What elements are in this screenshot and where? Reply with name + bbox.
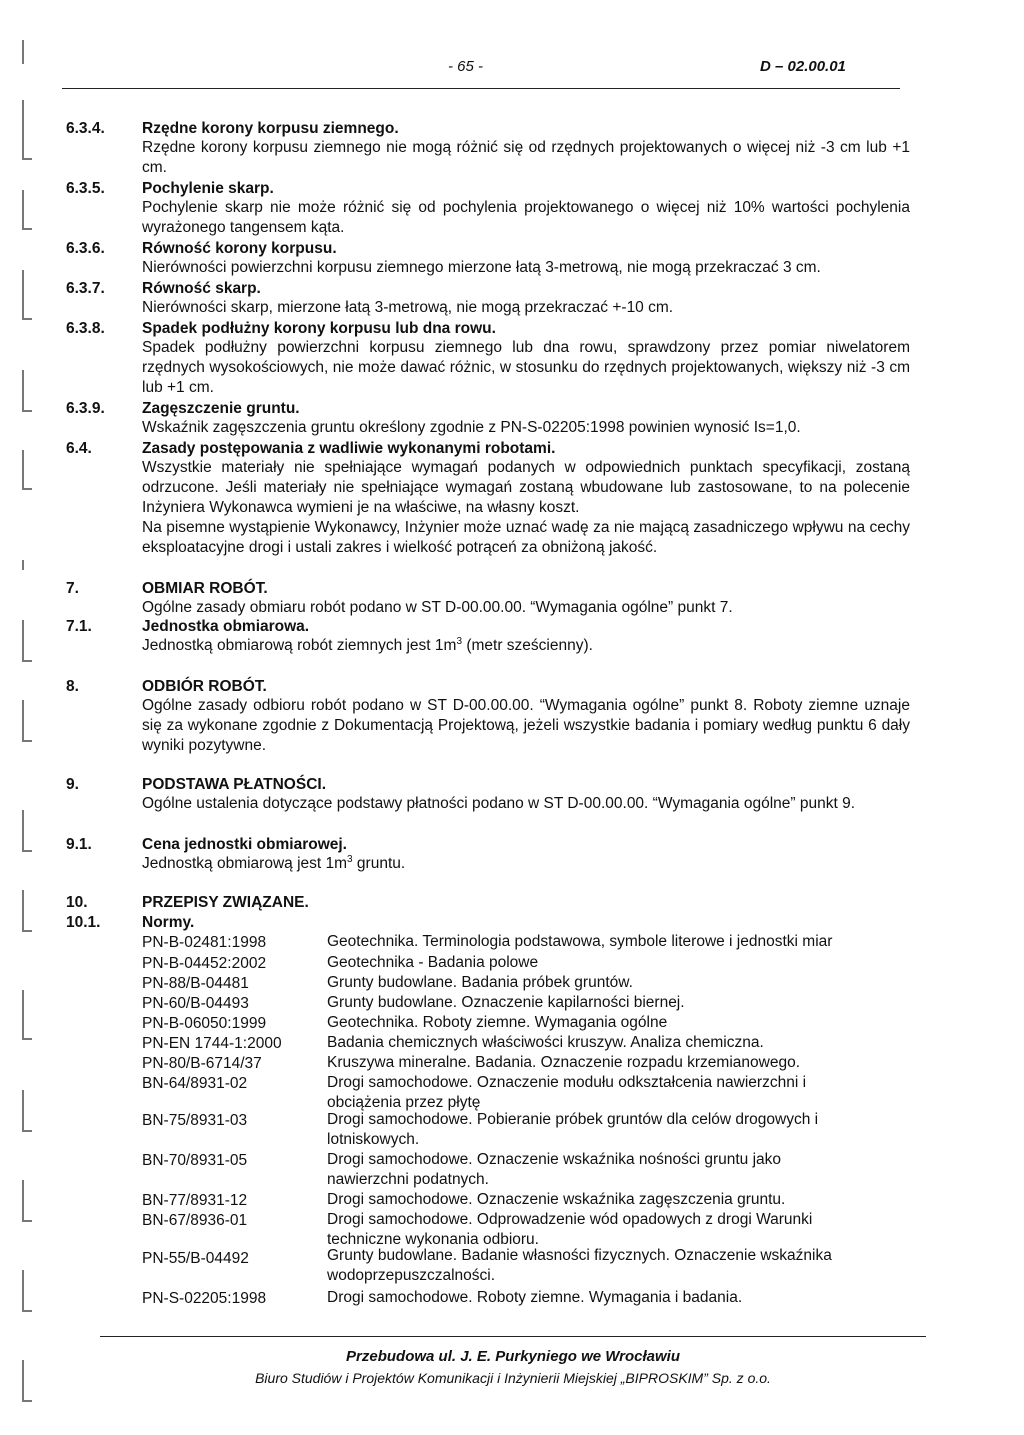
footer-project-title: Przebudowa ul. J. E. Purkyniego we Wrocławiu [346,1348,680,1365]
section-title: Zasady postępowania z wadliwie wykonanymi robotami. [142,440,556,457]
section-text: Ogólne zasady obmiaru robót podano w ST D-00.00.00. “Wymagania ogólne” punkt 7. [142,599,733,616]
section-text: Nierówności powierzchni korpusu ziemnego mierzone łatą 3-metrową, nie mogą przekraczać 3 cm. [142,259,821,276]
section-title: Cena jednostki obmiarowej. [142,836,347,853]
norm-code: PN-B-04452:2002 [142,955,267,972]
norm-description: Geotechnika - Badania polowe [327,954,539,971]
norm-code: PN-88/B-04481 [142,975,249,992]
norm-description: Grunty budowlane. Oznaczenie kapilarności biernej. [327,994,685,1011]
norm-description: Grunty budowlane. Badanie własności fizycznych. Oznaczenie wskaźnika wodoprzepuszczalności. [327,1247,832,1284]
norm-code: BN-77/8931-12 [142,1192,248,1209]
unit-line: Jednostką obmiarową jest $1m^3$ gruntu. [142,853,406,872]
section-title: Spadek podłużny korony korpusu lub dna rowu. [142,320,496,337]
section-number: 6.3.9. [66,400,105,417]
norm-code: BN-75/8931-03 [142,1112,248,1129]
section-number: 6.3.8. [66,320,105,337]
norm-code: PN-B-02481:1998 [142,934,267,951]
norm-code: PN-B-06050:1999 [142,1015,267,1032]
norm-description: Drogi samochodowe. Odprowadzenie wód opadowych z drogi Warunki techniczne wykonania odbioru. [327,1211,813,1248]
norm-description: Geotechnika. Terminologia podstawowa, symbole literowe i jednostki miar [327,933,833,950]
norm-code: BN-67/8936-01 [142,1212,248,1229]
norm-description: Badania chemicznych właściwości kruszyw. Analiza chemiczna. [327,1034,764,1051]
norm-description: Drogi samochodowe. Pobieranie próbek gruntów dla celów drogowych i lotniskowych. [327,1111,819,1148]
section-text: Ogólne zasady odbioru robót podano w ST D-00.00.00. “Wymagania ogólne” punkt 8. Roboty ziemne uznaje się za wykonane zgodnie z Dokumentacją Projektową, jeżeli wszystkie badania i pomiary według punktu 6 dały wyniki pozytywne. [142,697,910,754]
norm-description: Drogi samochodowe. Oznaczenie modułu odkształcenia nawierzchni i obciążenia przez płytę [327,1074,807,1111]
section-title: Pochylenie skarp. [142,180,274,197]
section-title: Równość korony korpusu. [142,240,337,257]
section-title: OBMIAR ROBÓT. [142,580,268,597]
section-title: Zagęszczenie gruntu. [142,400,300,417]
section-number: 9.1. [66,836,92,853]
binding-edge-marks [14,40,32,1420]
norm-description: Kruszywa mineralne. Badania. Oznaczenie rozpadu krzemianowego. [327,1054,800,1071]
section-text: Rzędne korony korpusu ziemnego nie mogą różnić się od rzędnych projektowanych o więcej niż -3 cm lub +1 cm. [142,139,910,176]
section-text: Nierówności skarp, mierzone łatą 3-metrową, nie mogą przekraczać +-10 cm. [142,299,674,316]
page-number: - 65 - [448,58,484,75]
section-text: Pochylenie skarp nie może różnić się od pochylenia projektowanego o więcej niż 10% wartości pochylenia wyrażonego tangensem kąta. [142,199,910,236]
norm-description: Drogi samochodowe. Oznaczenie wskaźnika zagęszczenia gruntu. [327,1191,786,1208]
section-number: 9. [66,776,79,793]
section-text: Na pisemne wystąpienie Wykonawcy, Inżynier może uznać wadę za nie mającą zasadniczego wpływu na cechy eksploatacyjne drogi i ustali zakres i wielkość potrąceń za obniżoną jakość. [142,519,910,556]
section-text: Wskaźnik zagęszczenia gruntu określony zgodnie z PN-S-02205:1998 powinien wynosić Is=1,0. [142,419,801,436]
norm-code: BN-70/8931-05 [142,1152,248,1169]
norm-code: BN-64/8931-02 [142,1075,248,1092]
section-number: 8. [66,678,79,695]
norm-code: PN-60/B-04493 [142,995,249,1012]
norm-code: PN-S-02205:1998 [142,1290,267,1307]
section-title: Normy. [142,914,195,931]
header-rule [62,88,900,89]
section-number: 7. [66,580,79,597]
section-title: Równość skarp. [142,280,261,297]
section-number: 6.3.6. [66,240,105,257]
section-text: Spadek podłużny powierzchni korpusu ziemnego lub dna rowu, sprawdzony przez pomiar niwelatorem rzędnych wysokościowych, nie może dawać różnic, w stosunku do rzędnych projektowanych, większy niż -3 cm lub +1 cm. [142,339,910,396]
norm-description: Drogi samochodowe. Oznaczenie wskaźnika nośności gruntu jako nawierzchni podatnych. [327,1151,782,1188]
section-number: 10. [66,894,88,911]
norm-description: Drogi samochodowe. Roboty ziemne. Wymagania i badania. [327,1289,743,1306]
section-number: 6.4. [66,440,92,457]
footer-rule [100,1336,926,1337]
norm-description: Geotechnika. Roboty ziemne. Wymagania ogólne [327,1014,668,1031]
footer-company: Biuro Studiów i Projektów Komunikacji i Inżynierii Miejskiej „BIPROSKIM” Sp. z o.o. [255,1370,771,1386]
section-title: PODSTAWA PŁATNOŚCI. [142,776,326,793]
unit-line: Jednostką obmiarową robót ziemnych jest $1m^3$ (metr sześcienny). [142,635,593,654]
section-number: 10.1. [66,914,101,931]
section-number: 6.3.5. [66,180,105,197]
section-title: Jednostka obmiarowa. [142,618,310,635]
section-title: ODBIÓR ROBÓT. [142,678,267,695]
section-number: 6.3.4. [66,120,105,137]
norm-description: Grunty budowlane. Badania próbek gruntów. [327,974,633,991]
section-title: Rzędne korony korpusu ziemnego. [142,120,399,137]
section-text: Wszystkie materiały nie spełniające wymagań podanych w odpowiednich punktach specyfikacji, zostaną odrzucone. Jeśli materiały nie spełniające wymagań zostaną wbudowane lub zastosowane, to na polecenie Inżyniera Wykonawca wymieni je na właściwe, na własny koszt. [142,459,910,516]
section-title: PRZEPISY ZWIĄZANE. [142,894,309,911]
section-number: 7.1. [66,618,92,635]
spec-code: D – 02.00.01 [760,58,846,75]
norm-code: PN-80/B-6714/37 [142,1055,262,1072]
norm-code: PN-EN 1744-1:2000 [142,1035,282,1052]
section-text: Ogólne ustalenia dotyczące podstawy płatności podano w ST D-00.00.00. “Wymagania ogólne” punkt 9. [142,795,855,812]
section-number: 6.3.7. [66,280,105,297]
norm-code: PN-55/B-04492 [142,1250,249,1267]
